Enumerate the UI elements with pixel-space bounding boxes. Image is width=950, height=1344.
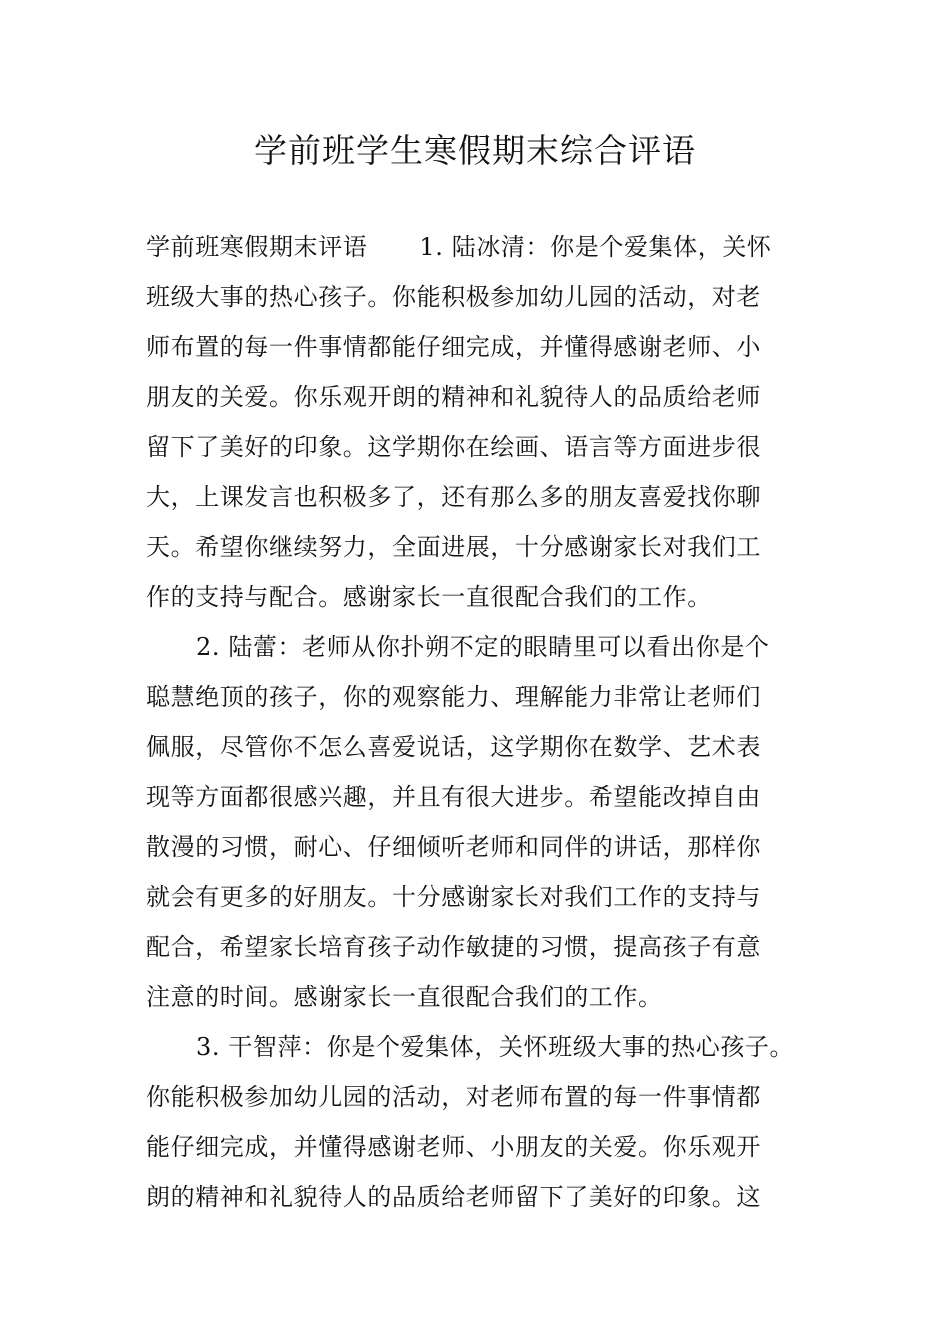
line-text: 1. 陆冰清：你是个爱集体，关怀: [419, 233, 772, 261]
text-line: 留下了美好的印象。这学期你在绘画、语言等方面进步很: [146, 433, 761, 461]
section-heading: 学前班寒假期末评语: [146, 233, 368, 261]
text-line: 作的支持与配合。感谢家长一直很配合我们的工作。: [146, 583, 712, 611]
text-line: 你能积极参加幼儿园的活动，对老师布置的每一件事情都: [146, 1083, 761, 1111]
text-line: 现等方面都很感兴趣，并且有很大进步。希望能改掉自由: [146, 783, 761, 811]
text-line: 班级大事的热心孩子。你能积极参加幼儿园的活动，对老: [146, 283, 761, 311]
text-line: 能仔细完成，并懂得感谢老师、小朋友的关爱。你乐观开: [146, 1133, 761, 1161]
text-line: 就会有更多的好朋友。十分感谢家长对我们工作的支持与: [146, 883, 761, 911]
text-line: 大，上课发言也积极多了，还有那么多的朋友喜爱找你聊: [146, 483, 761, 511]
text-line: 朋友的关爱。你乐观开朗的精神和礼貌待人的品质给老师: [146, 383, 761, 411]
text-line: 天。希望你继续努力，全面进展，十分感谢家长对我们工: [146, 533, 761, 561]
text-line: [146, 222, 808, 272]
text-line: 2. 陆蕾：老师从你扑朔不定的眼睛里可以看出你是个: [196, 633, 770, 661]
text-line: 佩服，尽管你不怎么喜爱说话，这学期你在数学、艺术表: [146, 733, 761, 761]
document-body: [146, 222, 808, 1222]
text-line: 师布置的每一件事情都能仔细完成，并懂得感谢老师、小: [146, 333, 761, 361]
text-line: 聪慧绝顶的孩子，你的观察能力、理解能力非常让老师们: [146, 683, 761, 711]
text-line: 散漫的习惯，耐心、仔细倾听老师和同伴的讲话，那样你: [146, 833, 761, 861]
text-line: 朗的精神和礼貌待人的品质给老师留下了美好的印象。这: [146, 1183, 761, 1211]
text-line: 3. 干智萍：你是个爱集体，关怀班级大事的热心孩子。: [196, 1033, 795, 1061]
text-line: 注意的时间。感谢家长一直很配合我们的工作。: [146, 983, 663, 1011]
text-line: 配合，希望家长培育孩子动作敏捷的习惯，提高孩子有意: [146, 933, 761, 961]
document-title: 学前班学生寒假期末综合评语: [254, 131, 696, 170]
